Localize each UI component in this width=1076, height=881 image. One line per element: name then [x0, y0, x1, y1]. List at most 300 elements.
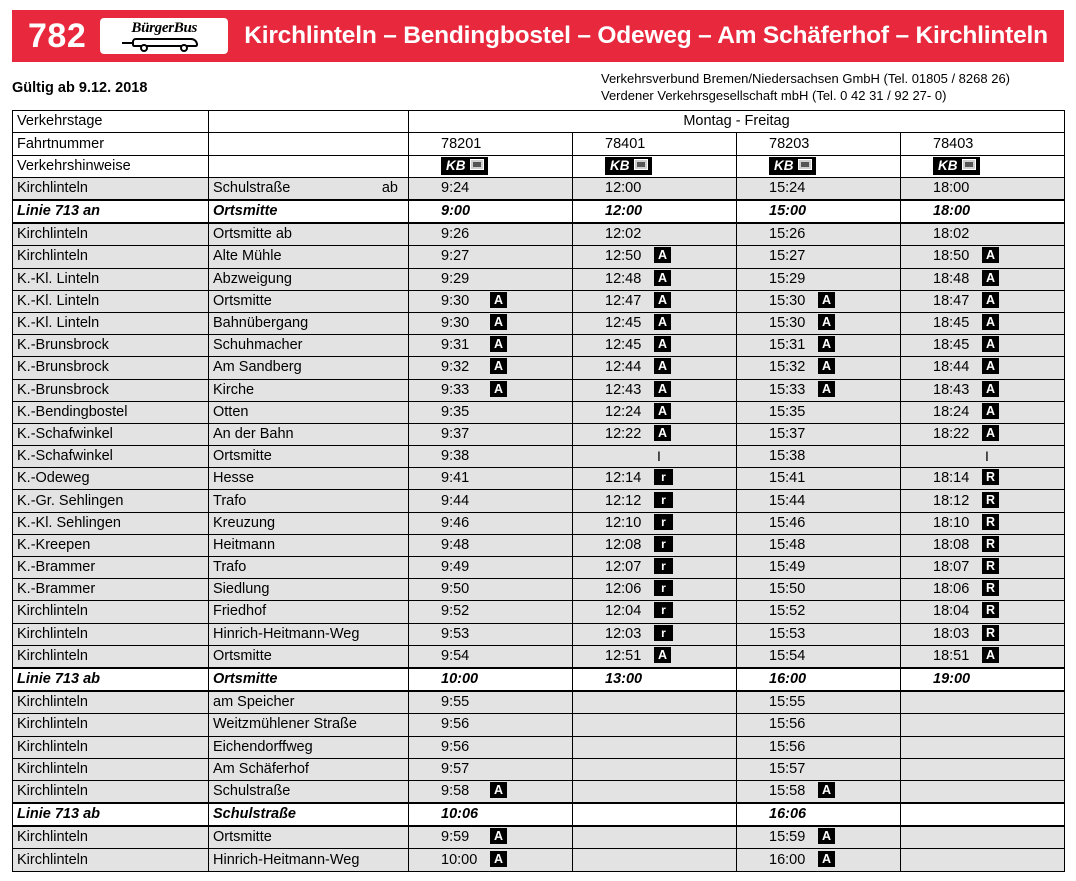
departure-time: 12:48 [605, 270, 642, 287]
departure-time: 18:47 [933, 292, 970, 309]
row-time-3 [737, 490, 901, 512]
header-label-verkehrshinweise: Verkehrshinweise [13, 155, 209, 177]
note-flag-A: A [818, 381, 835, 397]
row-time-1 [409, 357, 573, 379]
row-place: Kirchlinteln [13, 246, 209, 268]
row-stop: Ortsmitte [209, 290, 409, 312]
note-flag-A: A [982, 647, 999, 663]
row-time-3 [737, 177, 901, 200]
row-time-2 [573, 490, 737, 512]
row-stop: Otten [209, 401, 409, 423]
departure-time: 15:24 [769, 179, 806, 196]
table-row [13, 200, 1065, 223]
no-stop-marker: I [657, 447, 661, 464]
departure-time: 10:00 [441, 851, 478, 868]
bus-seat-icon [634, 159, 648, 170]
row-time-2 [573, 468, 737, 490]
timetable-body [13, 111, 1065, 871]
row-time-3 [737, 826, 901, 849]
departure-time: 18:04 [933, 603, 970, 620]
note-flag-A: A [982, 425, 999, 441]
departure-time: 12:45 [605, 337, 642, 354]
row-time-4 [901, 512, 1065, 534]
departure-time: 15:56 [769, 738, 806, 755]
note-flag-A: A [818, 292, 835, 308]
row-stop: Friedhof [209, 601, 409, 623]
departure-time: 15:30 [769, 292, 806, 309]
departure-time: 9:56 [441, 738, 470, 755]
departure-time: 9:33 [441, 381, 470, 398]
row-time-3 [737, 691, 901, 714]
row-time-3 [737, 512, 901, 534]
departure-time: 18:48 [933, 270, 970, 287]
row-place: Linie 713 an [13, 200, 209, 223]
note-flag-A: A [654, 381, 671, 397]
row-time-1 [409, 601, 573, 623]
trip-number-4: 78403 [901, 133, 1065, 155]
note-flag-A: A [654, 292, 671, 308]
row-place: Kirchlinteln [13, 714, 209, 736]
row-time-1 [409, 177, 573, 200]
departure-time: 9:41 [441, 470, 470, 487]
departure-time: 9:35 [441, 403, 470, 420]
table-row [13, 534, 1065, 556]
departure-time: 18:51 [933, 647, 970, 664]
row-stop: Hinrich-Heitmann-Weg [209, 623, 409, 645]
departure-time: 15:33 [769, 381, 806, 398]
departure-time: 18:03 [933, 625, 970, 642]
row-time-3 [737, 758, 901, 780]
row-time-4 [901, 268, 1065, 290]
row-time-2 [573, 512, 737, 534]
row-time-4 [901, 401, 1065, 423]
departure-time: 18:12 [933, 492, 970, 509]
note-flag-A: A [654, 336, 671, 352]
departure-time: 12:02 [605, 226, 642, 243]
departure-time: 12:08 [605, 536, 642, 553]
table-row [13, 246, 1065, 268]
row-place: Kirchlinteln [13, 223, 209, 246]
row-time-2 [573, 177, 737, 200]
departure-time: 13:00 [605, 671, 643, 688]
departure-time: 12:24 [605, 403, 642, 420]
row-time-2 [573, 246, 737, 268]
departure-time: 15:56 [769, 716, 806, 733]
row-time-4 [901, 223, 1065, 246]
row-time-3 [737, 579, 901, 601]
departure-time: 9:32 [441, 359, 470, 376]
row-time-1 [409, 468, 573, 490]
departure-time: 9:48 [441, 536, 470, 553]
row-time-2 [573, 623, 737, 645]
row-stop: Schulstraße [209, 780, 409, 803]
row-time-4 [901, 736, 1065, 758]
departure-time: 9:46 [441, 514, 470, 531]
departure-time: 9:56 [441, 716, 470, 733]
row-time-4 [901, 826, 1065, 849]
row-time-2 [573, 557, 737, 579]
row-place: K.-Brammer [13, 579, 209, 601]
row-time-1 [409, 691, 573, 714]
note-flag-R: R [982, 602, 999, 618]
note-flag-A: A [818, 336, 835, 352]
departure-time: 15:58 [769, 782, 806, 799]
row-stop: Am Schäferhof [209, 758, 409, 780]
note-flag-r: r [654, 558, 673, 574]
note-flag-A: A [818, 828, 835, 844]
row-time-3 [737, 623, 901, 645]
departure-time: 12:10 [605, 514, 642, 531]
row-stop: am Speicher [209, 691, 409, 714]
row-time-3 [737, 780, 901, 803]
departure-time: 9:31 [441, 337, 470, 354]
row-time-4 [901, 290, 1065, 312]
departure-time: 9:24 [441, 179, 470, 196]
departure-time: 15:41 [769, 470, 806, 487]
departure-time: 18:50 [933, 248, 970, 265]
departure-time: 15:48 [769, 536, 806, 553]
header-spacer [209, 155, 409, 177]
row-time-1 [409, 312, 573, 334]
departure-time: 18:06 [933, 581, 970, 598]
row-time-4 [901, 557, 1065, 579]
departure-time: 19:00 [933, 671, 971, 688]
note-flag-r: r [654, 514, 673, 530]
valid-from-label: Gültig ab 9.12. 2018 [12, 80, 148, 96]
table-row [13, 714, 1065, 736]
row-time-3 [737, 357, 901, 379]
departure-time: 15:31 [769, 337, 806, 354]
bus-seat-icon [798, 159, 812, 170]
row-time-2 [573, 268, 737, 290]
table-row [13, 468, 1065, 490]
table-row [13, 512, 1065, 534]
row-time-1 [409, 246, 573, 268]
departure-time: 18:44 [933, 359, 970, 376]
row-time-4 [901, 379, 1065, 401]
row-time-1 [409, 268, 573, 290]
row-time-1 [409, 335, 573, 357]
departure-time: 15:59 [769, 829, 806, 846]
departure-time: 12:00 [605, 179, 642, 196]
row-time-3 [737, 312, 901, 334]
row-place: Kirchlinteln [13, 849, 209, 871]
table-row [13, 623, 1065, 645]
departure-time: 10:00 [441, 671, 479, 688]
departure-time: 10:06 [441, 806, 479, 823]
table-row [13, 645, 1065, 668]
row-stop: Weitzmühlener Straße [209, 714, 409, 736]
table-row [13, 758, 1065, 780]
row-time-4 [901, 468, 1065, 490]
note-flag-A: A [490, 336, 507, 352]
row-place: Kirchlinteln [13, 177, 209, 200]
row-time-1 [409, 826, 573, 849]
row-place: K.-Gr. Sehlingen [13, 490, 209, 512]
row-place: Kirchlinteln [13, 645, 209, 668]
kb-badge: KB [605, 157, 652, 175]
row-time-1 [409, 200, 573, 223]
row-time-3 [737, 246, 901, 268]
table-row [13, 557, 1065, 579]
row-time-4 [901, 490, 1065, 512]
notes-badge-2 [573, 155, 737, 177]
row-time-4 [901, 601, 1065, 623]
departure-time: 12:06 [605, 581, 642, 598]
header-label-verkehrstage: Verkehrstage [13, 111, 209, 133]
trip-number-1: 78201 [409, 133, 573, 155]
note-flag-A: A [982, 292, 999, 308]
row-time-4 [901, 623, 1065, 645]
note-flag-A: A [490, 851, 507, 867]
row-stop: Heitmann [209, 534, 409, 556]
row-time-4 [901, 849, 1065, 871]
departure-time: 15:54 [769, 647, 806, 664]
note-flag-A: A [982, 403, 999, 419]
row-time-2 [573, 714, 737, 736]
note-flag-r: r [654, 580, 673, 596]
table-row [13, 312, 1065, 334]
table-row [13, 826, 1065, 849]
row-time-1 [409, 668, 573, 691]
row-time-4 [901, 534, 1065, 556]
row-time-3 [737, 714, 901, 736]
departure-time: 9:29 [441, 270, 470, 287]
header-spacer [209, 111, 409, 133]
note-flag-A: A [654, 247, 671, 263]
table-row [13, 691, 1065, 714]
note-flag-A: A [490, 782, 507, 798]
note-flag-A: A [654, 358, 671, 374]
row-time-1 [409, 490, 573, 512]
departure-time: 9:52 [441, 603, 470, 620]
note-flag-A: A [818, 358, 835, 374]
trip-number-2: 78401 [573, 133, 737, 155]
departure-time: 9:30 [441, 315, 470, 332]
departure-time: 15:29 [769, 270, 806, 287]
subheader [12, 71, 1064, 104]
departure-time: 15:35 [769, 403, 806, 420]
row-time-4 [901, 357, 1065, 379]
departure-time: 15:37 [769, 425, 806, 442]
row-place: K.-Brunsbrock [13, 335, 209, 357]
row-time-1 [409, 736, 573, 758]
row-stop: Ortsmitte [209, 446, 409, 468]
departure-time: 12:22 [605, 425, 642, 442]
row-stop: Alte Mühle [209, 246, 409, 268]
departure-time: 15:32 [769, 359, 806, 376]
row-time-1 [409, 579, 573, 601]
row-place: Linie 713 ab [13, 668, 209, 691]
row-stop: Ortsmitte [209, 826, 409, 849]
row-place: K.-Brunsbrock [13, 379, 209, 401]
row-time-3 [737, 534, 901, 556]
notes-badge-1 [409, 155, 573, 177]
row-time-4 [901, 803, 1065, 826]
row-time-2 [573, 534, 737, 556]
row-time-2 [573, 290, 737, 312]
table-row [13, 268, 1065, 290]
kb-badge: KB [769, 157, 816, 175]
row-place: Kirchlinteln [13, 780, 209, 803]
row-time-3 [737, 446, 901, 468]
note-flag-A: A [490, 828, 507, 844]
row-place: Kirchlinteln [13, 691, 209, 714]
row-time-1 [409, 512, 573, 534]
table-row [13, 423, 1065, 445]
departure-time: 18:43 [933, 381, 970, 398]
row-time-4 [901, 177, 1065, 200]
departure-time: 12:12 [605, 492, 642, 509]
row-place: K.-Kreepen [13, 534, 209, 556]
row-time-1 [409, 534, 573, 556]
row-time-1 [409, 803, 573, 826]
row-time-4 [901, 758, 1065, 780]
departure-time: 12:04 [605, 603, 642, 620]
route-number: 782 [28, 17, 87, 55]
row-stop: Am Sandberg [209, 357, 409, 379]
table-row [13, 579, 1065, 601]
row-stop: Trafo [209, 490, 409, 512]
row-time-3 [737, 557, 901, 579]
row-time-4 [901, 691, 1065, 714]
row-stop: Eichendorffweg [209, 736, 409, 758]
departure-time: 18:24 [933, 403, 970, 420]
row-time-3 [737, 668, 901, 691]
row-place: K.-Kl. Linteln [13, 312, 209, 334]
note-flag-r: r [654, 536, 673, 552]
row-time-4 [901, 780, 1065, 803]
departure-time: 18:00 [933, 203, 971, 220]
note-flag-R: R [982, 514, 999, 530]
table-row [13, 849, 1065, 871]
row-time-3 [737, 223, 901, 246]
bus-seat-icon [470, 159, 484, 170]
departure-time: 9:00 [441, 203, 471, 220]
row-time-4 [901, 714, 1065, 736]
row-stop: An der Bahn [209, 423, 409, 445]
header-row-days [13, 111, 1065, 133]
row-place: Kirchlinteln [13, 623, 209, 645]
row-time-1 [409, 446, 573, 468]
row-time-1 [409, 780, 573, 803]
departure-time: 9:30 [441, 292, 470, 309]
note-flag-A: A [654, 314, 671, 330]
row-time-2 [573, 379, 737, 401]
departure-time: 15:52 [769, 603, 806, 620]
logo-wordmark: BürgerBus [131, 20, 198, 36]
note-flag-A: A [982, 381, 999, 397]
row-place: Kirchlinteln [13, 826, 209, 849]
departure-time: 9:37 [441, 425, 470, 442]
row-time-1 [409, 645, 573, 668]
row-time-1 [409, 223, 573, 246]
departure-time: 9:27 [441, 248, 470, 265]
departure-time: 12:44 [605, 359, 642, 376]
row-stop: Kreuzung [209, 512, 409, 534]
note-flag-A: A [982, 314, 999, 330]
row-stop: Ortsmitte [209, 645, 409, 668]
departure-time: 15:44 [769, 492, 806, 509]
row-time-1 [409, 714, 573, 736]
departure-time: 12:14 [605, 470, 642, 487]
note-flag-R: R [982, 469, 999, 485]
note-flag-r: r [654, 602, 673, 618]
row-place: Linie 713 ab [13, 803, 209, 826]
row-stop: Siedlung [209, 579, 409, 601]
row-time-2 [573, 446, 737, 468]
row-time-4 [901, 579, 1065, 601]
departure-time: 12:07 [605, 559, 642, 576]
row-time-2 [573, 200, 737, 223]
row-time-3 [737, 468, 901, 490]
note-flag-A: A [490, 314, 507, 330]
row-time-2 [573, 312, 737, 334]
row-time-4 [901, 668, 1065, 691]
departure-time: 15:53 [769, 625, 806, 642]
departure-time: 15:57 [769, 760, 806, 777]
note-flag-A: A [654, 647, 671, 663]
row-place: K.-Brammer [13, 557, 209, 579]
row-time-4 [901, 335, 1065, 357]
table-row [13, 379, 1065, 401]
row-place: Kirchlinteln [13, 736, 209, 758]
table-row [13, 803, 1065, 826]
departure-time: 18:45 [933, 315, 970, 332]
header-days-value: Montag - Freitag [409, 111, 1065, 133]
row-time-2 [573, 423, 737, 445]
row-time-2 [573, 223, 737, 246]
row-time-3 [737, 379, 901, 401]
row-place: K.-Bendingbostel [13, 401, 209, 423]
departure-time: 9:55 [441, 694, 470, 711]
kb-badge: KB [441, 157, 488, 175]
note-flag-R: R [982, 558, 999, 574]
row-time-1 [409, 379, 573, 401]
row-stop: Bahnübergang [209, 312, 409, 334]
row-time-1 [409, 758, 573, 780]
row-time-2 [573, 849, 737, 871]
departure-time: 12:45 [605, 315, 642, 332]
departure-time: 15:38 [769, 448, 806, 465]
table-row [13, 335, 1065, 357]
departure-time: 15:27 [769, 248, 806, 265]
note-flag-A: A [654, 403, 671, 419]
row-time-4 [901, 312, 1065, 334]
trip-number-3: 78203 [737, 133, 901, 155]
row-stop: Ortsmitte ab [209, 223, 409, 246]
table-row [13, 177, 1065, 200]
departure-time: 15:46 [769, 514, 806, 531]
row-time-2 [573, 401, 737, 423]
row-place: K.-Odeweg [13, 468, 209, 490]
row-stop: Hinrich-Heitmann-Weg [209, 849, 409, 871]
row-place: K.-Kl. Sehlingen [13, 512, 209, 534]
row-time-2 [573, 803, 737, 826]
departure-time: 9:26 [441, 226, 470, 243]
departure-time: 18:45 [933, 337, 970, 354]
row-place: Kirchlinteln [13, 758, 209, 780]
header-row-trip-numbers [13, 133, 1065, 155]
note-flag-r: r [654, 625, 673, 641]
header-label-fahrtnummer: Fahrtnummer [13, 133, 209, 155]
table-row [13, 601, 1065, 623]
note-flag-A: A [982, 270, 999, 286]
row-place: K.-Kl. Linteln [13, 268, 209, 290]
note-flag-R: R [982, 625, 999, 641]
row-time-3 [737, 268, 901, 290]
departure-time: 15:00 [769, 203, 807, 220]
